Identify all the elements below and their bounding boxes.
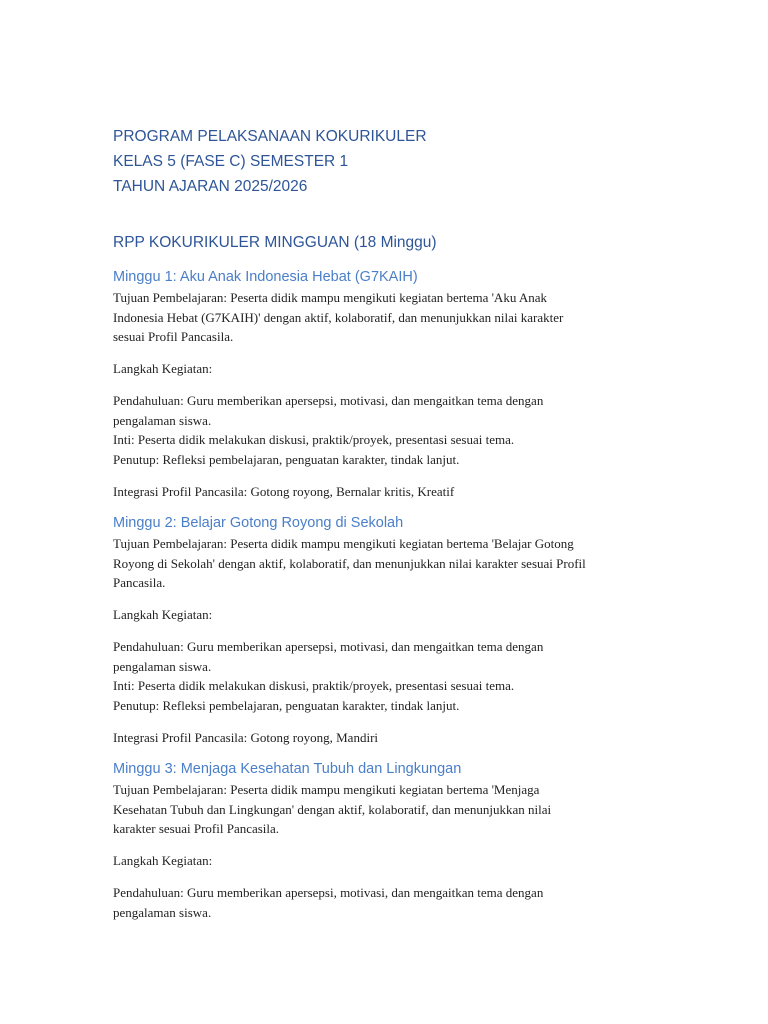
document-page [113, 124, 673, 922]
intro-step-cont: pengalaman siswa. [113, 904, 212, 920]
class-semester-title: KELAS 5 (FASE C) SEMESTER 1 [113, 153, 349, 170]
intro-step: Pendahuluan: Guru memberikan apersepsi, motivasi, dan mengaitkan tema dengan [113, 885, 544, 900]
week-block-3 [113, 758, 673, 922]
week-title: Minggu 3: Menjaga Kesehatan Tubuh dan Lingkungan [113, 761, 462, 777]
objective-line: Tujuan Pembelajaran: Peserta didik mampu mengikuti kegiatan bertema 'Menjaga [113, 782, 540, 797]
intro-step: Pendahuluan: Guru memberikan apersepsi, motivasi, dan mengaitkan tema dengan [113, 639, 544, 654]
intro-step: Pendahuluan: Guru memberikan apersepsi, motivasi, dan mengaitkan tema dengan [113, 393, 544, 408]
section-title: RPP KOKURIKULER MINGGUAN (18 Minggu) [113, 234, 437, 251]
activity-steps [113, 883, 673, 922]
objective-line: karakter sesuai Profil Pancasila. [113, 821, 280, 836]
objective-line: Royong di Sekolah' dengan aktif, kolaboratif, dan menunjukkan nilai karakter sesuai Profil [113, 555, 586, 571]
closing-step: Penutup: Refleksi pembelajaran, penguatan karakter, tindak lanjut. [113, 697, 460, 713]
activity-steps [113, 391, 673, 469]
objective-line: Indonesia Hebat (G7KAIH)' dengan aktif, kolaboratif, dan menunjukkan nilai karakter [113, 309, 564, 325]
activity-steps-label: Langkah Kegiatan: [113, 607, 213, 622]
academic-year-title: TAHUN AJARAN 2025/2026 [113, 178, 308, 195]
week-title: Minggu 1: Aku Anak Indonesia Hebat (G7KAIH) [113, 269, 418, 285]
pancasila-integration: Integrasi Profil Pancasila: Gotong royong, Bernalar kritis, Kreatif [113, 483, 455, 499]
activity-steps-label: Langkah Kegiatan: [113, 361, 213, 376]
objective-line: Kesehatan Tubuh dan Lingkungan' dengan aktif, kolaboratif, dan menunjukkan nilai [113, 801, 552, 817]
learning-objective [113, 780, 673, 839]
week-title: Minggu 2: Belajar Gotong Royong di Sekolah [113, 515, 404, 531]
intro-step-cont: pengalaman siswa. [113, 412, 212, 428]
objective-line: Pancasila. [113, 575, 166, 590]
program-title: PROGRAM PELAKSANAAN KOKURIKULER [113, 128, 427, 145]
document-header [113, 124, 673, 199]
closing-step: Penutup: Refleksi pembelajaran, penguatan karakter, tindak lanjut. [113, 451, 460, 467]
objective-line: Tujuan Pembelajaran: Peserta didik mampu mengikuti kegiatan bertema 'Aku Anak [113, 290, 548, 305]
pancasila-integration: Integrasi Profil Pancasila: Gotong royong, Mandiri [113, 729, 379, 745]
core-step: Inti: Peserta didik melakukan diskusi, praktik/proyek, presentasi sesuai tema. [113, 678, 515, 693]
learning-objective [113, 534, 673, 593]
week-block-1 [113, 266, 673, 501]
learning-objective [113, 288, 673, 347]
week-block-2 [113, 512, 673, 747]
activity-steps [113, 637, 673, 715]
objective-line: sesuai Profil Pancasila. [113, 329, 234, 344]
intro-step-cont: pengalaman siswa. [113, 658, 212, 674]
objective-line: Tujuan Pembelajaran: Peserta didik mampu mengikuti kegiatan bertema 'Belajar Gotong [113, 536, 574, 551]
core-step: Inti: Peserta didik melakukan diskusi, praktik/proyek, presentasi sesuai tema. [113, 432, 515, 447]
activity-steps-label: Langkah Kegiatan: [113, 853, 213, 868]
